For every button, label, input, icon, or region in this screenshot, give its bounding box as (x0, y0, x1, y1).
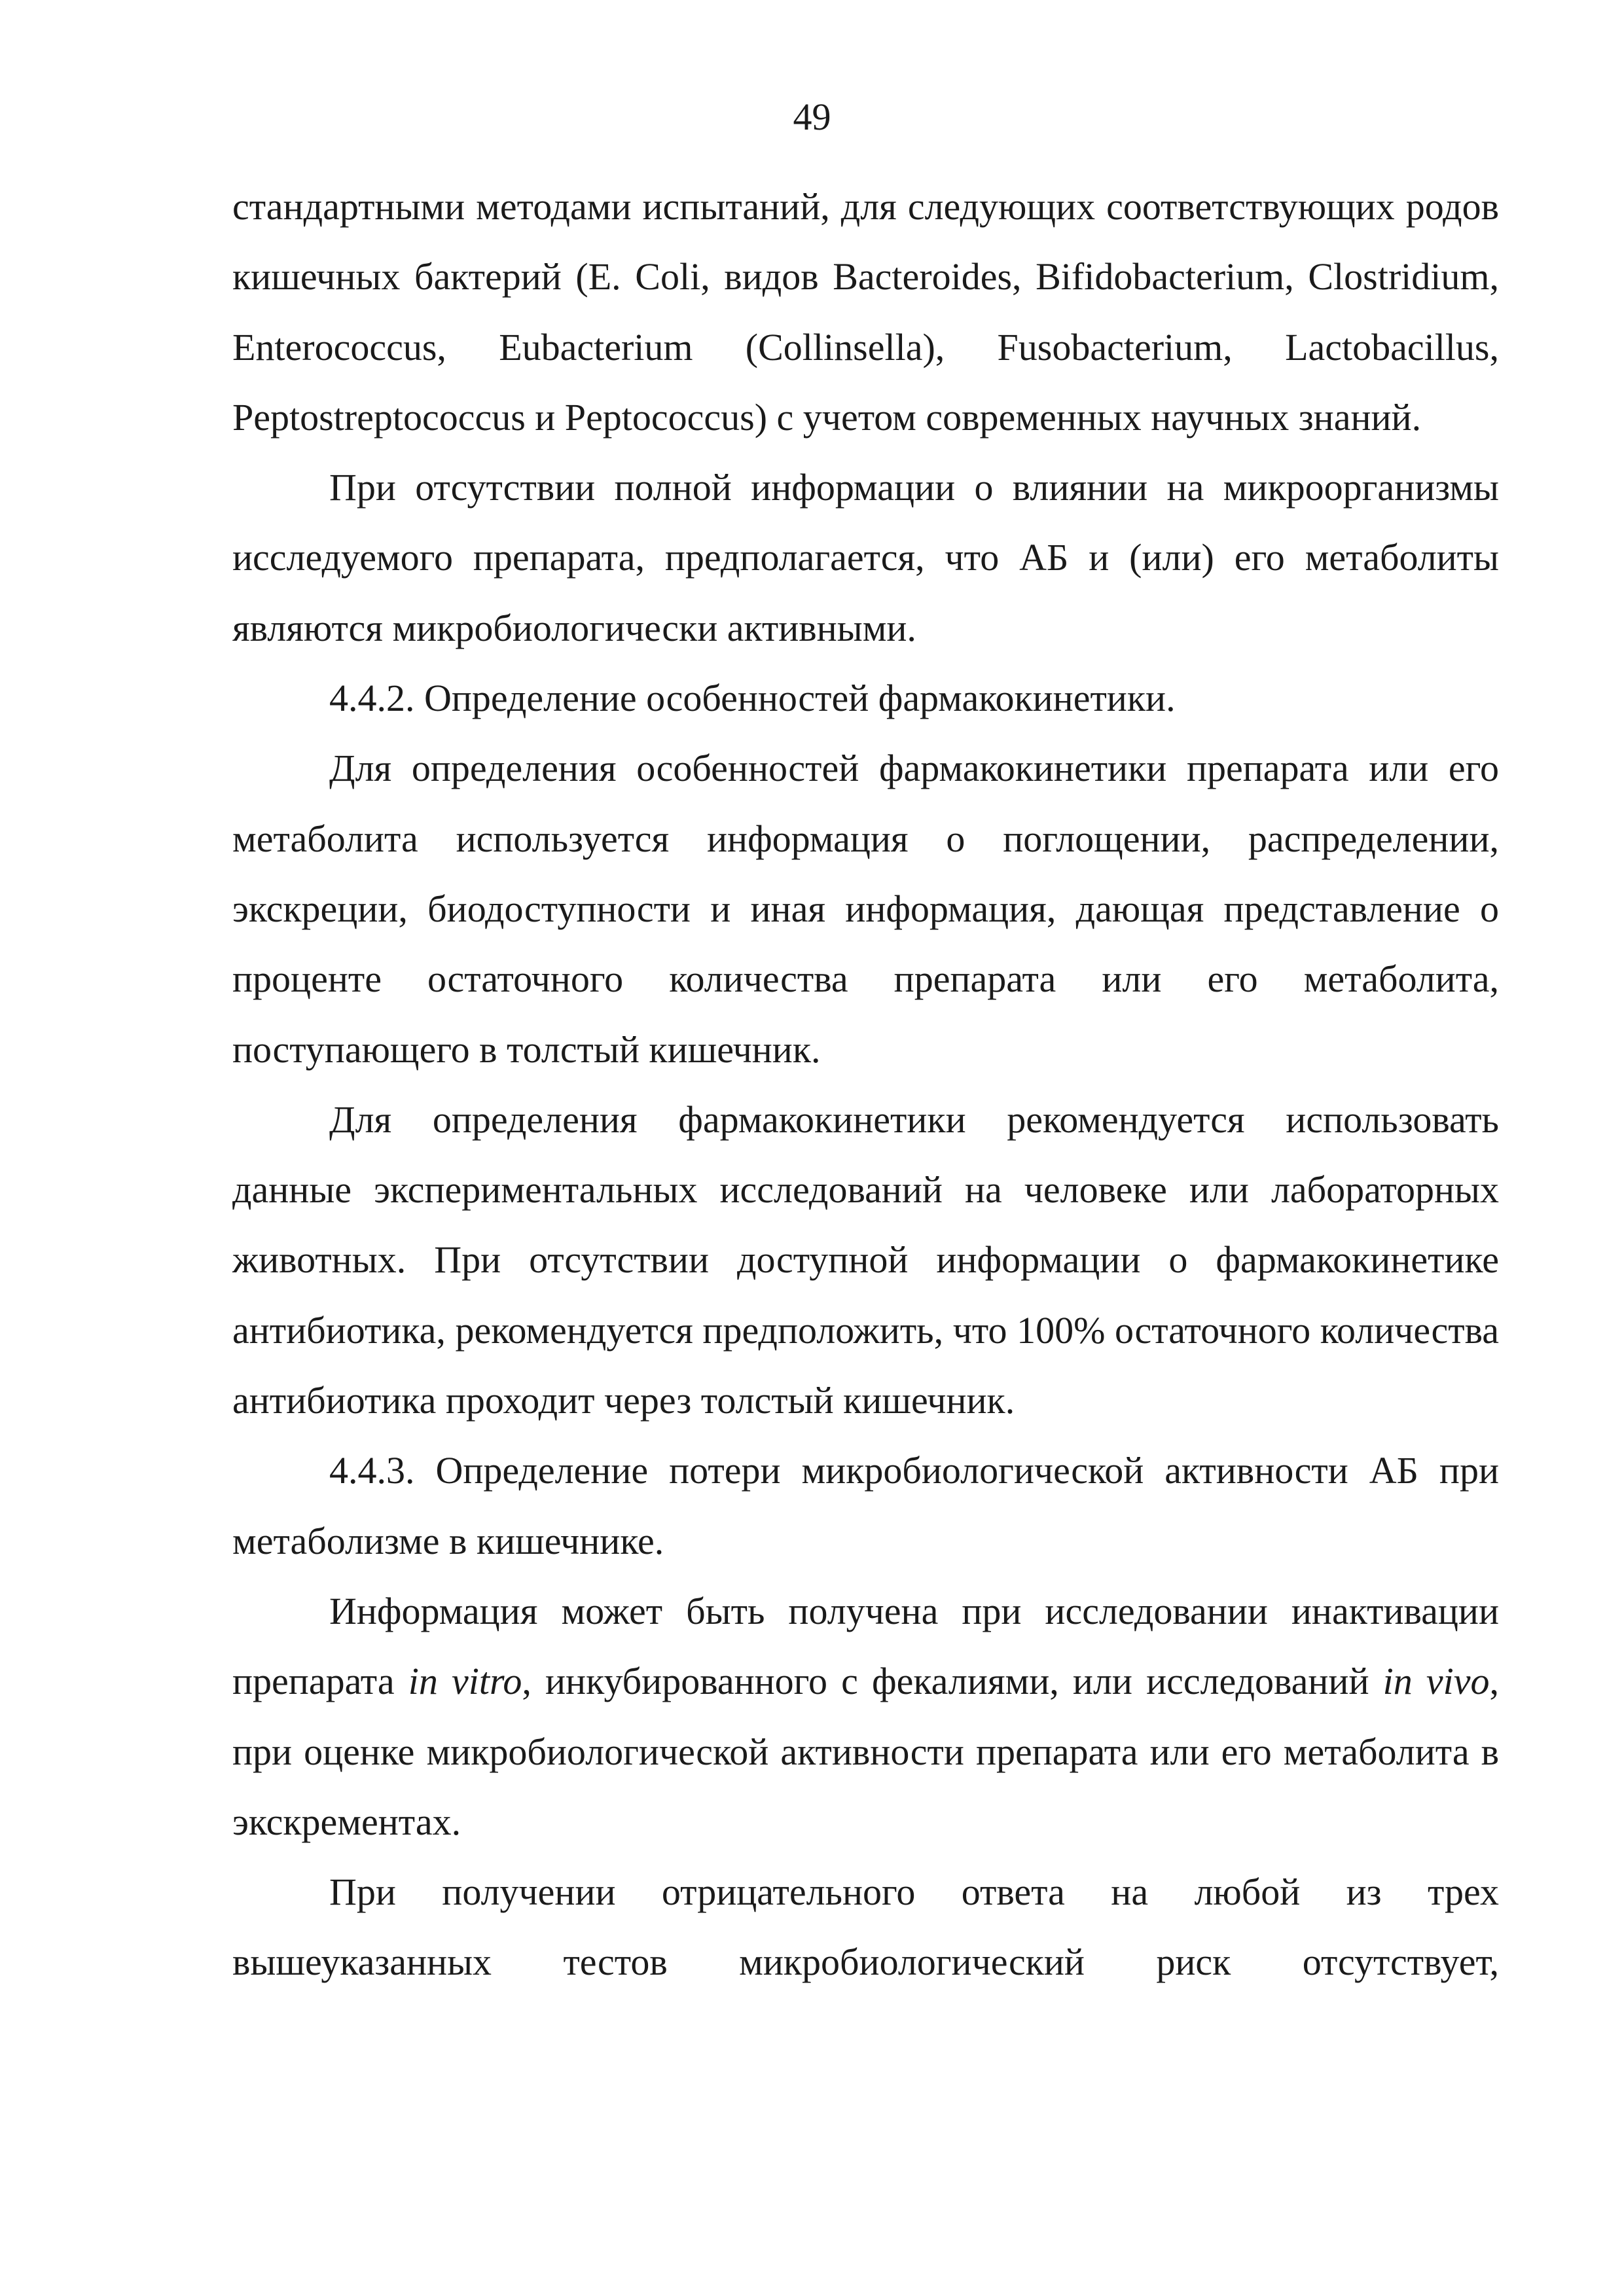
body-text (232, 171, 1499, 1998)
paragraph-absence-of-information: При отсутствии полной информации о влиянии на микроорганизмы исследуемого препарата, предполагается, что АБ и (или) его метаболиты являются микробиологически активными. (232, 466, 1499, 649)
text-fragment: Информация может быть получена при исследовании инактивации препарата (232, 1589, 1499, 1703)
paragraph-continuation: стандартными методами испытаний, для следующих соответствующих родов кишечных бактерий (E. Coli, видов Bacteroides, Bifidobacterium, Clostridium, Enterococcus, Eubacterium (Collinsella), Fusobacterium, Lactobacillus, Peptostreptococcus и Peptococcus) с учетом современных научных знаний. (232, 185, 1499, 439)
paragraph-inactivation-study (232, 1576, 1499, 1857)
section-heading-4-4-3: 4.4.3. Определение потери микробиологической активности АБ при метаболизме в кишечнике. (232, 1449, 1499, 1562)
paragraph-pharmacokinetics-features: Для определения особенностей фармакокинетики препарата или его метаболита используется информация о поглощении, распределении, экскреции, биодоступности и иная информация, дающая представление о проценте остаточного количества препарата или его метаболита, поступающего в толстый кишечник. (232, 747, 1499, 1071)
text-fragment: , при оценке микробиологической активности препарата или его метаболита в экскрементах. (232, 1660, 1499, 1843)
section-heading-4-4-2: 4.4.2. Определение особенностей фармакокинетики. (329, 677, 1176, 720)
text-fragment: , инкубированного с фекалиями, или исследований (522, 1660, 1383, 1703)
paragraph-negative-result: При получении отрицательного ответа на любой из трех вышеуказанных тестов микробиологический риск отсутствует, (232, 1871, 1499, 1984)
page-number: 49 (793, 96, 831, 138)
italic-term-in-vivo: in vivo (1382, 1660, 1490, 1703)
paragraph-pharmacokinetics-recommendation: Для определения фармакокинетики рекомендуется использовать данные экспериментальных исследований на человеке или лабораторных животных. При отсутствии доступной информации о фармакокинетике антибиотика, рекомендуется предположить, что 100% остаточного количества антибиотика проходит через толстый кишечник. (232, 1098, 1499, 1422)
italic-term-in-vitro: in vitro (408, 1660, 522, 1703)
